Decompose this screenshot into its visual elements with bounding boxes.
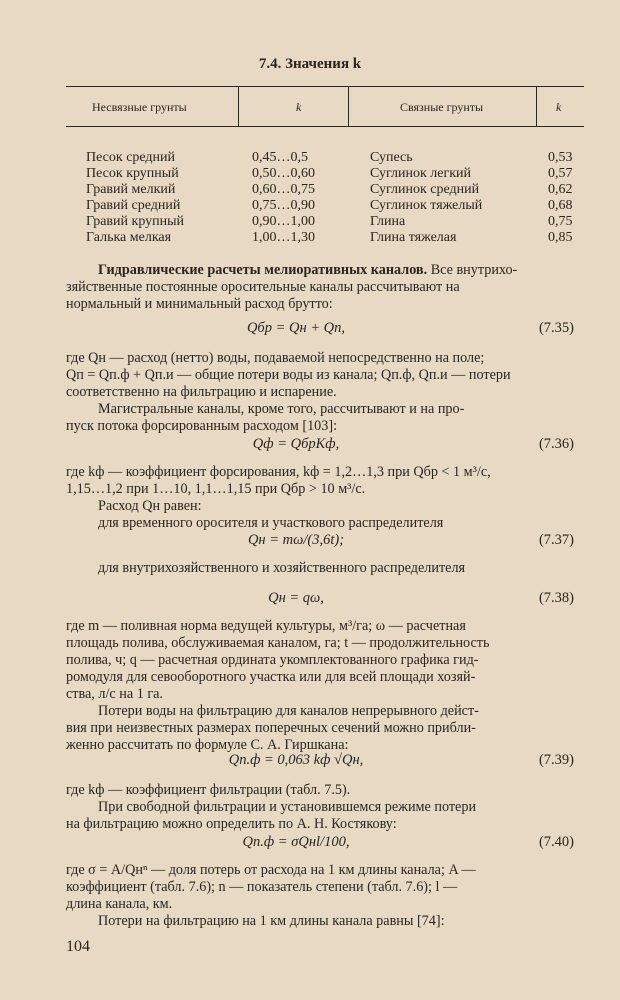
text-line: для внутрихозяйственного и хозяйственного распределителя <box>98 560 466 576</box>
text-line: Расход Qн равен: <box>98 498 202 514</box>
formula-expression: Qп.ф = 0,063 kф √Qн, <box>228 752 364 768</box>
paragraph-definitions-1 <box>66 350 584 435</box>
formula-7-38 <box>66 590 584 610</box>
table-cell: 0,85 <box>548 230 573 245</box>
table-col-divider <box>348 86 349 126</box>
table-cell: Гравий крупный <box>86 214 185 229</box>
text-line: Все внутрихо- <box>427 262 518 278</box>
text-line: Магистральные каналы, кроме того, рассчитывают и на про- <box>98 401 465 417</box>
text-line: женно рассчитать по формуле С. А. Гиршкана: <box>66 737 349 753</box>
text-line: на фильтрацию можно определить по А. Н. Костякову: <box>66 816 397 832</box>
text-line: Потери воды на фильтрацию для каналов непрерывного дейст- <box>98 703 479 719</box>
table-row <box>0 198 620 214</box>
text-line: Потери на фильтрацию на 1 км длины канала равны [74]: <box>98 913 445 929</box>
text-line: где Qн — расход (нетто) воды, подаваемой непосредственно на поле; <box>66 350 485 366</box>
table-header-cell: k <box>296 100 302 114</box>
table-cell: 1,00…1,30 <box>252 230 315 245</box>
page-number: 104 <box>66 938 90 955</box>
table-header-cell: Связные грунты <box>400 100 484 114</box>
table-cell: Глина <box>370 214 406 229</box>
formula-7-40 <box>66 834 584 854</box>
table-header-cell: k <box>556 100 562 114</box>
formula-expression: Qн = mω/(3,6t); <box>247 532 345 548</box>
table-cell: Супесь <box>370 150 413 165</box>
table-cell: 0,75 <box>548 214 573 229</box>
table-cell: Гравий средний <box>86 198 181 213</box>
table-cell: Глина тяжелая <box>370 230 457 245</box>
table-col-divider <box>536 86 537 126</box>
formula-7-39 <box>66 752 584 772</box>
formula-expression: Qф = QбрKф, <box>252 436 340 452</box>
formula-7-36 <box>66 436 584 456</box>
table-cell: 0,62 <box>548 182 573 197</box>
text-line: 1,15…1,2 при 1…10, 1,1…1,15 при Qбр > 10 м³/с. <box>66 481 366 497</box>
table-cell: Суглинок легкий <box>370 166 472 181</box>
table-top-rule <box>66 86 584 87</box>
table-col-divider <box>238 86 239 126</box>
formula-number: (7.40) <box>538 834 574 850</box>
table-cell: 0,68 <box>548 198 573 213</box>
paragraph-definitions-5 <box>66 862 584 930</box>
table-cell: 0,60…0,75 <box>252 182 315 197</box>
table-row <box>0 182 620 198</box>
text-line: для временного оросителя и участкового распределителя <box>98 515 444 531</box>
table-cell: 0,75…0,90 <box>252 198 315 213</box>
table-cell: Песок средний <box>86 150 176 165</box>
paragraph-definitions-3 <box>66 618 584 754</box>
table-cell: 0,50…0,60 <box>252 166 315 181</box>
table-header-cell: Несвязные грунты <box>92 100 187 114</box>
text-line: зяйственные постоянные оросительные каналы рассчитывают на <box>66 279 460 295</box>
formula-expression: Qн = qω, <box>268 590 324 606</box>
text-line: где m — поливная норма ведущей культуры, м³/га; ω — расчетная <box>66 618 466 634</box>
table-cell: Песок крупный <box>86 166 179 181</box>
formula-expression: Qп.ф = σQнl/100, <box>242 834 350 850</box>
table-cell: Суглинок тяжелый <box>370 198 483 213</box>
table-row <box>0 166 620 182</box>
formula-number: (7.38) <box>538 590 574 606</box>
paragraph-definitions-2 <box>66 464 584 532</box>
formula-number: (7.37) <box>538 532 574 548</box>
text-line: полива, ч; q — расчетная ордината укомплектованного графика гид- <box>66 652 479 668</box>
formula-number: (7.39) <box>538 752 574 768</box>
formula-number: (7.35) <box>538 320 574 336</box>
section-heading: Гидравлические расчеты мелиоративных каналов. <box>98 262 428 278</box>
text-line: площадь полива, обслуживаемая каналом, га; t — продолжительность <box>66 635 490 651</box>
text-line: Qп = Qп.ф + Qп.и — общие потери воды из канала; Qп.ф, Qп.и — потери <box>66 367 511 383</box>
formula-expression: Qбр = Qн + Qп, <box>246 320 346 336</box>
paragraph-intro <box>66 262 584 313</box>
table-cell: 0,45…0,5 <box>252 150 308 165</box>
table-cell: Галька мелкая <box>86 230 172 245</box>
text-line: где kф — коэффициент фильтрации (табл. 7.5). <box>66 782 351 798</box>
table-cell: Гравий мелкий <box>86 182 176 197</box>
table-cell: 0,57 <box>548 166 573 181</box>
table-row <box>0 214 620 230</box>
text-line: ства, л/с на 1 га. <box>66 686 164 702</box>
formula-number: (7.36) <box>538 436 574 452</box>
text-line: вия при неизвестных размерах поперечных сечений можно прибли- <box>66 720 476 736</box>
formula-7-35 <box>66 320 584 340</box>
table-cell: 0,53 <box>548 150 573 165</box>
table-cell: 0,90…1,00 <box>252 214 315 229</box>
text-line: При свободной фильтрации и установившемся режиме потери <box>98 799 477 815</box>
text-line: ромодуля для севооборотного участка или для всей площади хозяй- <box>66 669 476 685</box>
table-row <box>0 230 620 246</box>
formula-7-37 <box>66 532 584 552</box>
paragraph-transition <box>66 560 584 577</box>
text-line: где kф — коэффициент форсирования, kф = 1,2…1,3 при Qбр < 1 м³/с, <box>66 464 491 480</box>
text-line: соответственно на фильтрацию и испарение. <box>66 384 337 400</box>
table-header-rule <box>66 126 584 127</box>
text-line: где σ = A/Qнⁿ — доля потерь от расхода на 1 км длины канала; A — <box>66 862 476 878</box>
text-line: длина канала, км. <box>66 896 173 912</box>
text-line: нормальный и минимальный расход брутто: <box>66 296 333 312</box>
text-line: коэффициент (табл. 7.6); n — показатель степени (табл. 7.6); l — <box>66 879 458 895</box>
table-cell: Суглинок средний <box>370 182 480 197</box>
text-line: пуск потока форсированным расходом [103]: <box>66 418 338 434</box>
paragraph-definitions-4 <box>66 782 584 833</box>
table-row <box>0 150 620 166</box>
table-title: 7.4. Значения k <box>258 56 362 72</box>
